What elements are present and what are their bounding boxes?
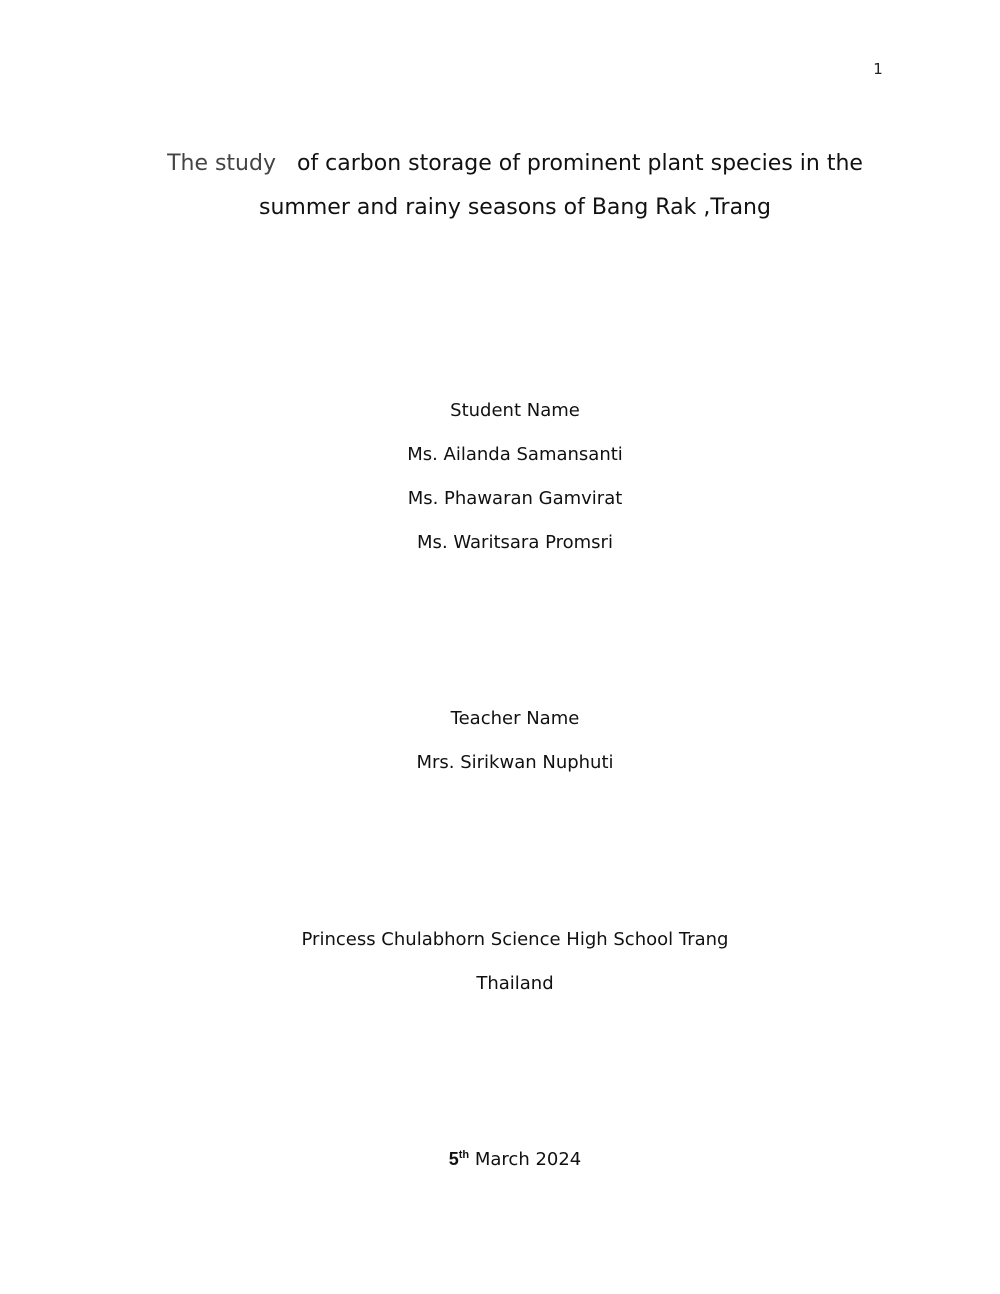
document-date	[0, 1149, 1000, 1170]
date-day: 5	[448, 1149, 459, 1169]
date-rest: March 2024	[474, 1149, 582, 1170]
student-name-3: Ms. Waritsara Promsri	[417, 532, 613, 553]
teacher-name: Mrs. Sirikwan Nuphuti	[416, 752, 614, 773]
title-line-1	[130, 142, 900, 186]
title-line-2: summer and rainy seasons of Bang Rak ,Trang	[259, 195, 771, 220]
title-rest: of carbon storage of prominent plant species in the	[296, 151, 863, 176]
school-name: Princess Chulabhorn Science High School Trang	[301, 929, 729, 950]
student-name-1: Ms. Ailanda Samansanti	[407, 444, 623, 465]
student-name-2: Ms. Phawaran Gamvirat	[407, 488, 623, 509]
title-lead: The study	[167, 151, 276, 176]
teacher-heading: Teacher Name	[450, 708, 580, 729]
school-country: Thailand	[476, 973, 554, 994]
document-title	[130, 142, 900, 230]
date-suffix: th	[458, 1149, 470, 1161]
page-number: 1	[873, 60, 883, 78]
student-heading: Student Name	[450, 400, 580, 421]
